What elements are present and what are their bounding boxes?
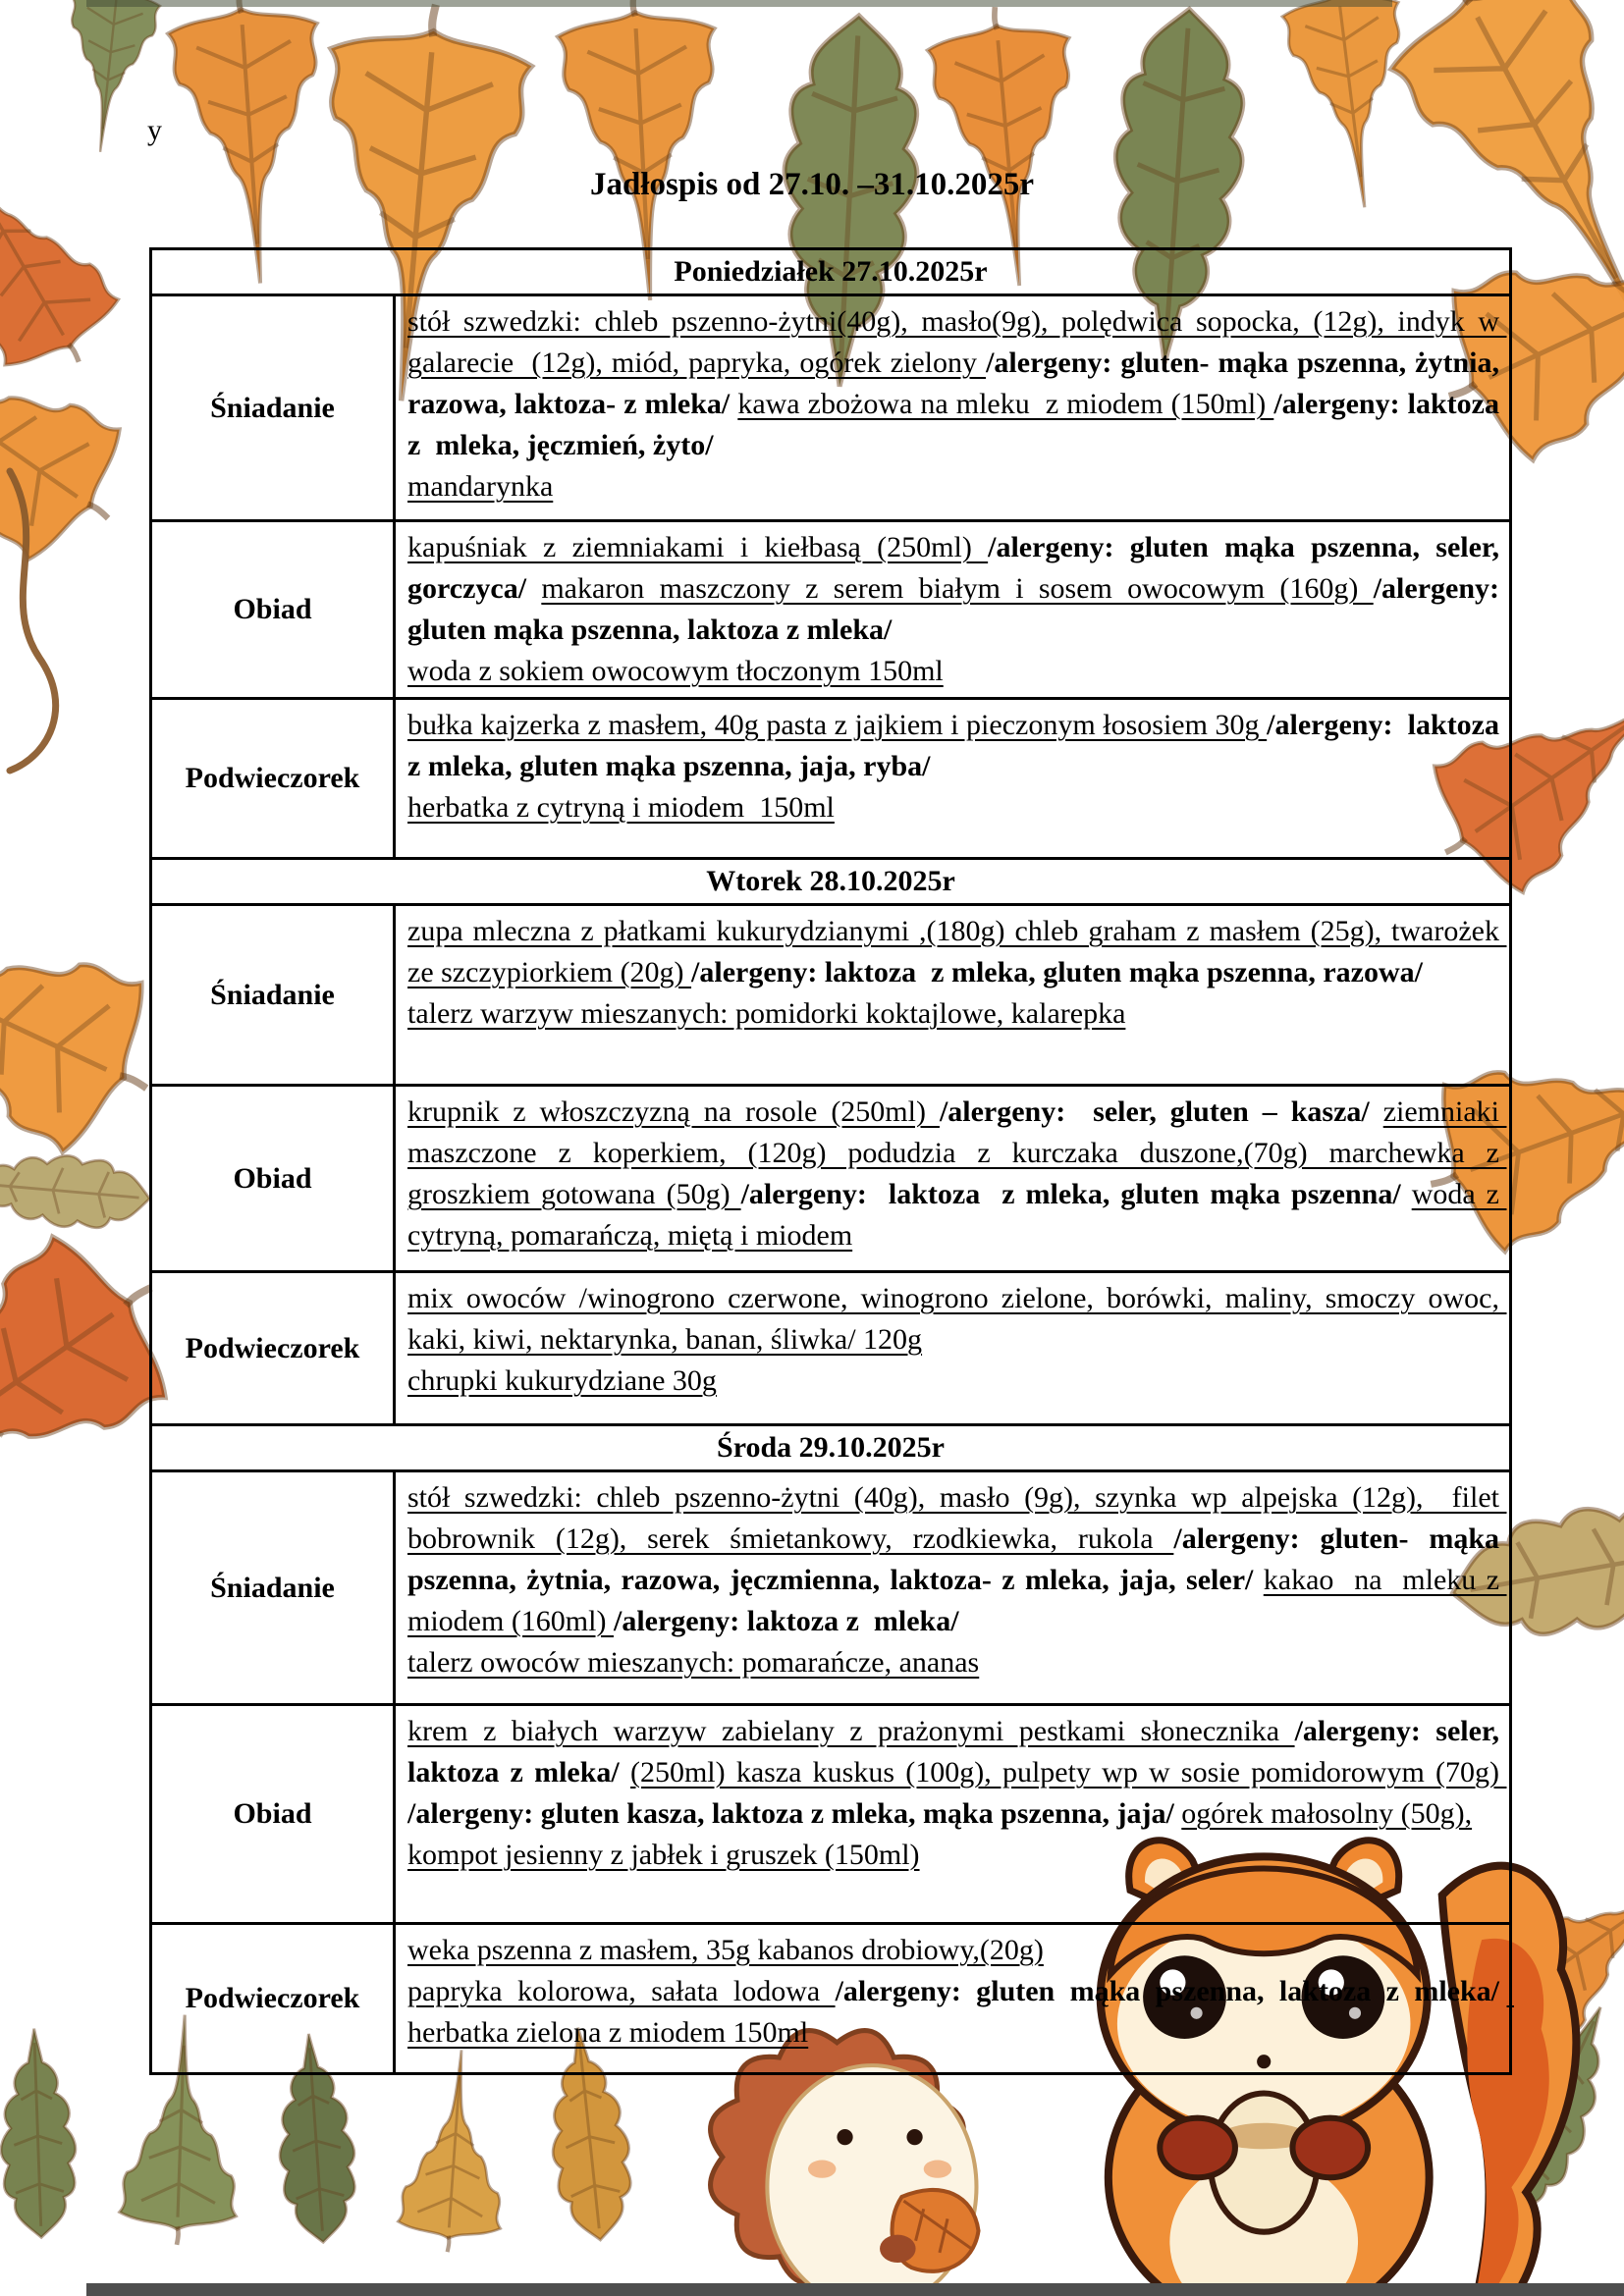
meal-label: Podwieczorek (151, 699, 395, 859)
meal-row (151, 1924, 1511, 2074)
menu-text-segment: kompot jesienny z jabłek i gruszek (150ml) (407, 1839, 920, 1871)
meal-row (151, 295, 1511, 521)
meal-label: Śniadanie (151, 295, 395, 521)
meal-row (151, 1471, 1511, 1705)
menu-text-segment: /alergeny: gluten- mąka pszenna, żytnia, razowa, jęczmienna, laktoza- z mleka, jaja, seler/ (407, 1522, 1507, 1596)
page-title: Jadłospis od 27.10. –31.10.2025r (590, 167, 1034, 202)
menu-text-segment: talerz owoców mieszanych: pomarańcze, ananas (407, 1646, 980, 1679)
top-edge-strip (86, 0, 1392, 7)
menu-text-segment: herbatka zielona z miodem 150ml (407, 1975, 1514, 2049)
meal-content (395, 1086, 1511, 1272)
meal-content (395, 1705, 1511, 1924)
day-header: Środa 29.10.2025r (151, 1425, 1511, 1471)
menu-text-segment: krem z białych warzyw zabielany z prażonymi pestkami słonecznika (407, 1715, 1295, 1747)
meal-label: Podwieczorek (151, 1924, 395, 2074)
menu-text-segment: herbatka z cytryną i miodem 150ml (407, 791, 835, 824)
menu-text-segment: mix owoców /winogrono czerwone, winogrono zielone, borówki, maliny, smoczy owoc, kaki, kiwi, nektarynka, banan, śliwka/ 120g (407, 1282, 1507, 1356)
menu-text-segment: /alergeny: seler, laktoza z mleka/ (407, 1715, 1507, 1789)
day-header: Poniedziałek 27.10.2025r (151, 249, 1511, 295)
meal-content (395, 1471, 1511, 1705)
menu-text-segment: chrupki kukurydziane 30g (407, 1364, 717, 1397)
menu-text-segment: papryka kolorowa, sałata lodowa (407, 1975, 836, 2007)
menu-text-segment: weka pszenna z masłem, 35g kabanos drobiowy,(20g) (407, 1934, 1044, 1966)
menu-text-segment: ogórek małosolny (50g), (1181, 1797, 1473, 1830)
menu-text-segment: /alergeny: gluten kasza, laktoza z mleka, mąka pszenna, jaja/ (407, 1797, 1182, 1830)
meal-row (151, 521, 1511, 699)
menu-text-segment: /alergeny: gluten mąka pszenna, laktoza z mleka/ (835, 1975, 1507, 2007)
menu-text-segment: kawa zbożowa na mleku z miodem (150ml) (737, 388, 1274, 420)
meal-row (151, 699, 1511, 859)
menu-text-segment: stół szwedzki: chleb pszenno-żytni(40g), masło(9g), polędwica sopocka, (12g), indyk w galarecie (12g), miód, papryka, ogórek zielony (407, 305, 1507, 379)
day-header: Wtorek 28.10.2025r (151, 859, 1511, 905)
menu-text-segment: mandarynka (407, 470, 554, 503)
menu-text-segment: talerz warzyw mieszanych: pomidorki koktajlowe, kalarepka (407, 997, 1126, 1030)
meal-content (395, 1924, 1514, 2074)
bottom-edge-strip (86, 2283, 1624, 2296)
menu-text-segment: /alergeny: laktoza z mleka, gluten mąka pszenna, razowa/ (691, 956, 1423, 988)
menu-text-segment: makaron maszczony z serem białym i sosem owocowym (160g) (541, 572, 1374, 605)
menu-table-body (151, 249, 1514, 2074)
meal-label: Obiad (151, 1086, 395, 1272)
meal-row (151, 1272, 1511, 1425)
meal-label: Podwieczorek (151, 1272, 395, 1425)
menu-text-segment: /alergeny: laktoza z mleka/ (613, 1605, 959, 1637)
menu-text-segment: bułka kajzerka z masłem, 40g pasta z jajkiem i pieczonym łososiem 30g (407, 709, 1268, 741)
stray-character: y (147, 114, 162, 146)
menu-text-segment: /alergeny: gluten mąka pszenna, seler, gorczyca/ (407, 531, 1507, 605)
menu-text-segment: kakao na mleku z miodem (160ml) (407, 1564, 1507, 1637)
branch-curl-icon (0, 461, 147, 775)
menu-text-segment: /alergeny: gluten mąka pszenna, laktoza z mleka/ (407, 572, 1507, 646)
menu-text-segment: /alergeny: laktoza z mleka, gluten mąka pszenna, jaja, ryba/ (407, 709, 1507, 782)
meal-row (151, 1705, 1511, 1924)
menu-table (149, 247, 1512, 2075)
menu-text-segment: ziemniaki maszczone z koperkiem, (120g) podudzia z kurczaka duszone,(70g) marchewka z groszkiem gotowana (50g) (407, 1095, 1507, 1210)
meal-content (395, 699, 1511, 859)
meal-content (395, 905, 1511, 1086)
meal-row (151, 1086, 1511, 1272)
meal-row (151, 905, 1511, 1086)
menu-text-segment: stół szwedzki: chleb pszenno-żytni (40g), masło (9g), szynka wp alpejska (12g), filet bobrownik (12g), serek śmietankowy, rzodkiewka, rukola (407, 1481, 1507, 1555)
menu-text-segment: /alergeny: laktoza z mleka, jęczmień, żyto/ (407, 388, 1507, 461)
menu-text-segment: krupnik z włoszczyzną na rosole (250ml) (407, 1095, 940, 1128)
meal-label: Obiad (151, 1705, 395, 1924)
meal-label: Śniadanie (151, 905, 395, 1086)
menu-text-segment: (250ml) kasza kuskus (100g), pulpety wp w sosie pomidorowym (70g) (629, 1756, 1507, 1789)
menu-text-segment: /alergeny: laktoza z mleka, gluten mąka pszenna/ (740, 1178, 1412, 1210)
menu-text-segment: /alergeny: gluten- mąka pszenna, żytnia, razowa, laktoza- z mleka/ (407, 347, 1507, 420)
meal-content (395, 1272, 1511, 1425)
menu-text-segment: woda z cytryną, pomarańczą, miętą i miodem (407, 1178, 1507, 1252)
menu-text-segment: woda z sokiem owocowym tłoczonym 150ml (407, 655, 944, 687)
menu-text-segment: zupa mleczna z płatkami kukurydzianymi ,(180g) chleb graham z masłem (25g), twarożek ze szczypiorkiem (20g) (407, 915, 1507, 988)
menu-text-segment: /alergeny: seler, gluten – kasza/ (939, 1095, 1383, 1128)
meal-content (395, 295, 1511, 521)
meal-content (395, 521, 1511, 699)
meal-label: Obiad (151, 521, 395, 699)
menu-text-segment: kapuśniak z ziemniakami i kiełbasą (250ml) (407, 531, 989, 563)
meal-label: Śniadanie (151, 1471, 395, 1705)
